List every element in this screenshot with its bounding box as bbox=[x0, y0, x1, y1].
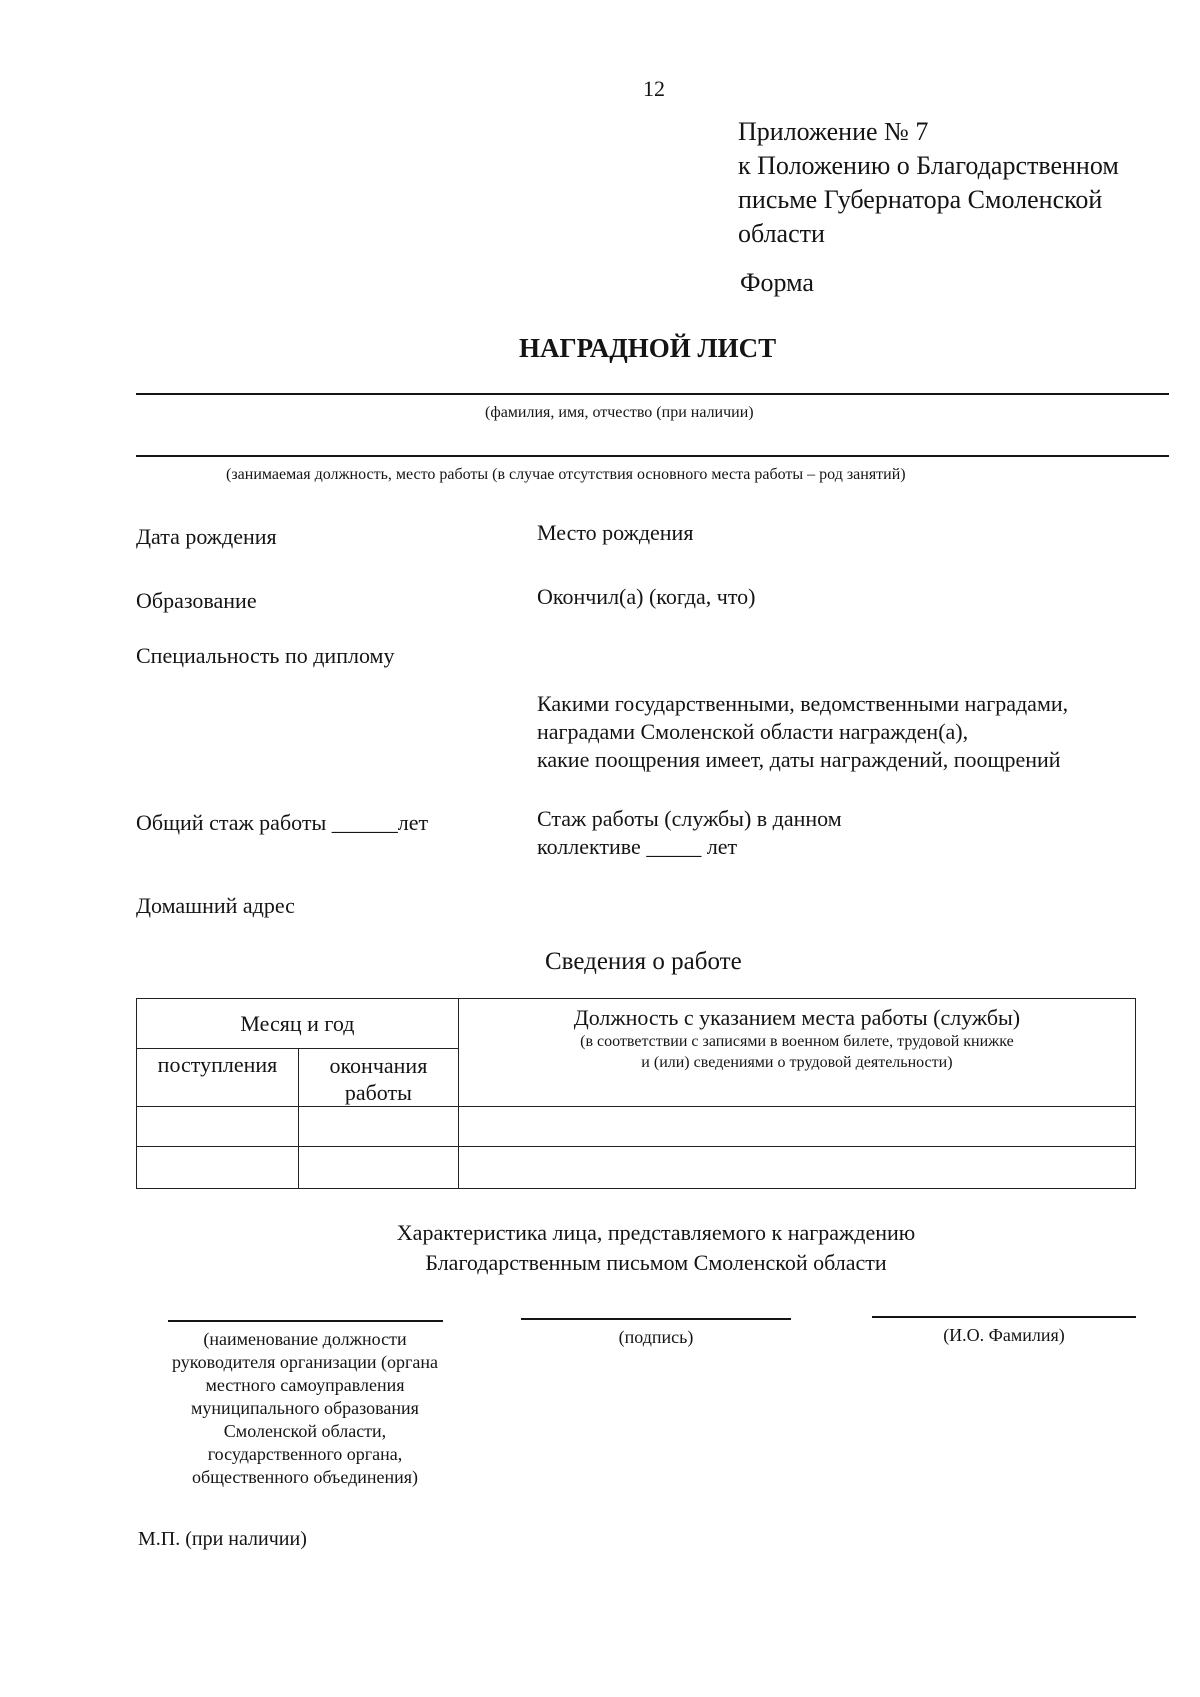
position-caption: (занимаемая должность, место работы (в случае отсутствия основного места работы – род занятий) bbox=[226, 466, 906, 483]
appendix-line-4: области bbox=[738, 219, 825, 248]
table-cell bbox=[137, 1107, 299, 1147]
leader-caption-line-6: государственного органа, bbox=[207, 1444, 403, 1464]
table-row bbox=[137, 1107, 1136, 1147]
characteristic-block bbox=[371, 1218, 941, 1278]
fio-underline bbox=[136, 393, 1169, 395]
characteristic-line-2: Благодарственным письмом Смоленской области bbox=[425, 1250, 887, 1275]
leader-caption-line-7: общественного объединения) bbox=[191, 1467, 419, 1487]
table-header-row-1 bbox=[137, 999, 1136, 1049]
table-cell bbox=[137, 1147, 299, 1189]
form-label: Форма bbox=[740, 268, 814, 297]
name-caption: (И.О. Фамилия) bbox=[943, 1325, 1065, 1345]
total-experience-label: Общий стаж работы ______лет bbox=[136, 810, 429, 835]
position-header bbox=[458, 999, 1135, 1107]
document-title: НАГРАДНОЙ ЛИСТ bbox=[519, 333, 777, 363]
awards-line-3: какие поощрения имеет, даты награждений, поощрений bbox=[537, 747, 1061, 772]
table-cell bbox=[458, 1147, 1135, 1189]
leader-caption-line-3: местного самоуправления bbox=[205, 1375, 405, 1395]
leader-caption-line-1: (наименование должности bbox=[203, 1329, 407, 1349]
signature-caption: (подпись) bbox=[618, 1327, 694, 1347]
table-cell bbox=[298, 1147, 458, 1189]
position-header-title: Должность с указанием места работы (службы) bbox=[573, 1005, 1021, 1030]
team-experience-block bbox=[537, 805, 842, 861]
leader-position-caption bbox=[150, 1328, 460, 1489]
position-underline bbox=[136, 455, 1169, 457]
start-header: поступления bbox=[137, 1049, 299, 1107]
team-experience-line-1: Стаж работы (службы) в данном bbox=[537, 806, 842, 831]
position-header-note-2: и (или) сведениями о трудовой деятельности) bbox=[641, 1054, 953, 1071]
birth-place-label: Место рождения bbox=[537, 520, 694, 545]
birth-date-label: Дата рождения bbox=[136, 524, 277, 549]
team-experience-line-2: коллективе _____ лет bbox=[537, 834, 738, 859]
appendix-line-1: Приложение № 7 bbox=[738, 117, 929, 146]
position-signature-line bbox=[168, 1320, 443, 1322]
end-header-line-1: окончания bbox=[329, 1053, 428, 1078]
leader-caption-line-4: муниципального образования bbox=[191, 1398, 419, 1418]
table-cell bbox=[458, 1107, 1135, 1147]
education-label: Образование bbox=[136, 588, 257, 613]
awards-block bbox=[537, 690, 1068, 774]
leader-caption-line-5: Смоленской области, bbox=[223, 1421, 387, 1441]
end-header bbox=[298, 1049, 458, 1107]
awards-line-1: Какими государственными, ведомственными наградами, bbox=[537, 691, 1069, 716]
appendix-line-3: письме Губернатора Смоленской bbox=[738, 185, 1103, 214]
signature-line bbox=[521, 1318, 791, 1320]
page-number: 12 bbox=[643, 76, 665, 101]
home-address-label: Домашний адрес bbox=[136, 893, 295, 918]
appendix-block bbox=[738, 115, 1119, 251]
table-row bbox=[137, 1147, 1136, 1189]
end-header-line-2: работы bbox=[344, 1080, 412, 1105]
work-section-heading: Сведения о работе bbox=[545, 948, 742, 975]
month-year-header: Месяц и год bbox=[137, 999, 459, 1049]
position-header-note-1: (в соответствии с записями в военном билете, трудовой книжке bbox=[580, 1033, 1014, 1050]
fio-caption: (фамилия, имя, отчество (при наличии) bbox=[485, 404, 754, 421]
characteristic-line-1: Характеристика лица, представляемого к награждению bbox=[396, 1220, 916, 1245]
specialty-label: Специальность по диплому bbox=[136, 643, 395, 668]
leader-caption-line-2: руководителя организации (органа bbox=[172, 1352, 438, 1372]
name-signature-line bbox=[872, 1316, 1136, 1318]
awards-line-2: наградами Смоленской области награжден(а), bbox=[537, 719, 969, 744]
work-history-table bbox=[136, 998, 1136, 1189]
graduated-label: Окончил(а) (когда, что) bbox=[537, 584, 756, 609]
appendix-line-2: к Положению о Благодарственном bbox=[738, 151, 1119, 180]
stamp-label: М.П. (при наличии) bbox=[138, 1528, 307, 1550]
table-cell bbox=[298, 1107, 458, 1147]
